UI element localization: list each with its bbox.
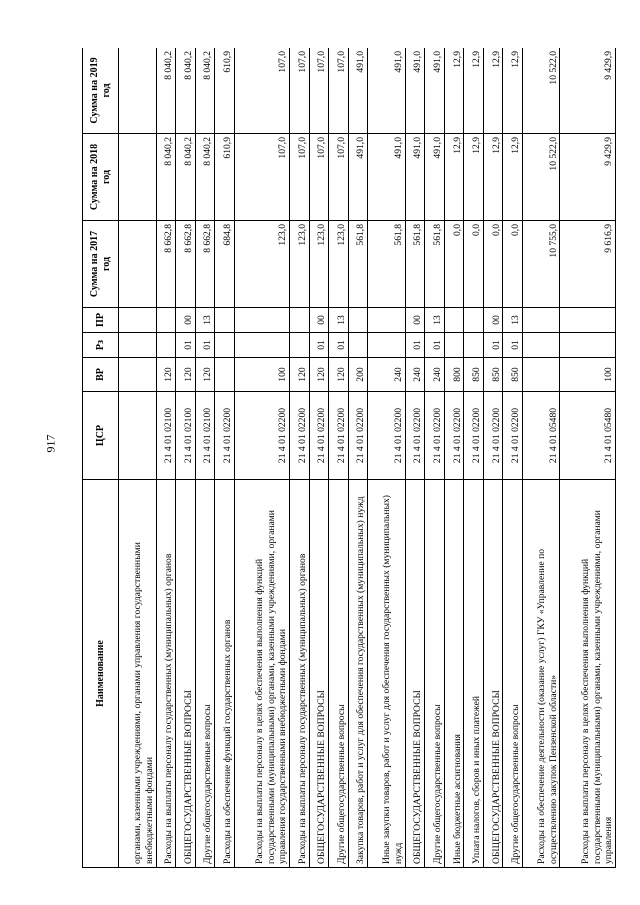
csr-cell: 21 4 01 05480 [560,392,616,480]
amount-2017-cell: 8 662,8 [195,221,215,308]
amount-2019-cell: 10 522,0 [522,48,560,134]
vr-cell: 120 [290,358,310,392]
vr-cell: 850 [483,358,503,392]
pr-cell: 00 [309,308,329,333]
pr-cell [215,308,235,333]
amount-2018-cell: 8 040,2 [176,134,196,221]
name-cell: ОБЩЕГОСУДАРСТВЕННЫЕ ВОПРОСЫ [483,480,503,868]
pr-cell [368,308,406,333]
vr-cell: 120 [329,358,349,392]
pr-cell [464,308,484,333]
vr-cell [522,358,560,392]
amount-2018-cell: 491,0 [425,134,445,221]
amount-2018-cell: 9 429,9 [560,134,616,221]
amount-2019-cell: 107,0 [329,48,349,134]
amount-2019-cell: 610,9 [215,48,235,134]
vr-cell: 120 [176,358,196,392]
rz-cell [444,333,464,358]
csr-cell: 21 4 01 02100 [195,392,215,480]
header-row [83,48,119,868]
pr-cell: 00 [176,308,196,333]
amount-2017-cell: 0,0 [483,221,503,308]
table-row [425,48,445,868]
header-csr: ЦСР [83,392,119,480]
name-cell: Иные бюджетные ассигнования [444,480,464,868]
rotated-content [82,48,616,868]
pr-cell: 13 [425,308,445,333]
csr-cell: 21 4 01 02200 [348,392,368,480]
amount-2018-cell: 12,9 [503,134,523,221]
amount-2018-cell: 107,0 [234,134,290,221]
amount-2017-cell [119,221,157,308]
csr-cell: 21 4 01 02200 [309,392,329,480]
header-pr: ПР [83,308,119,333]
amount-2019-cell: 107,0 [234,48,290,134]
table-row [176,48,196,868]
amount-2018-cell: 491,0 [348,134,368,221]
header-2018: Сумма на 2018 год [83,134,119,221]
header-name: Наименование [83,480,119,868]
rz-cell [522,333,560,358]
rz-cell: 01 [195,333,215,358]
vr-cell: 850 [464,358,484,392]
csr-cell: 21 4 01 02200 [368,392,406,480]
name-cell: Закупка товаров, работ и услуг для обеспечения государственных (муниципальных) нужд [348,480,368,868]
rz-cell: 01 [329,333,349,358]
table-row [560,48,616,868]
name-cell: Расходы на выплаты персоналу в целях обеспечения выполнения функций государственными (муниципальными) органами, казенными учреждениями, органами управления [560,480,616,868]
amount-2018-cell: 12,9 [444,134,464,221]
table-row [464,48,484,868]
vr-cell: 100 [560,358,616,392]
table-row [444,48,464,868]
rz-cell [156,333,176,358]
rz-cell: 01 [176,333,196,358]
amount-2018-cell: 8 040,2 [156,134,176,221]
vr-cell: 120 [156,358,176,392]
amount-2017-cell: 561,8 [348,221,368,308]
pr-cell: 00 [483,308,503,333]
rz-cell [464,333,484,358]
amount-2017-cell: 8 662,8 [156,221,176,308]
amount-2017-cell: 0,0 [503,221,523,308]
amount-2017-cell: 9 616,9 [560,221,616,308]
pr-cell [290,308,310,333]
csr-cell: 21 4 01 02200 [215,392,235,480]
rz-cell [215,333,235,358]
table-row [405,48,425,868]
amount-2018-cell: 12,9 [483,134,503,221]
amount-2019-cell: 107,0 [309,48,329,134]
amount-2019-cell: 107,0 [290,48,310,134]
table-row [368,48,406,868]
amount-2018-cell: 8 040,2 [195,134,215,221]
vr-cell: 120 [195,358,215,392]
vr-cell: 240 [368,358,406,392]
vr-cell: 200 [348,358,368,392]
amount-2019-cell: 491,0 [405,48,425,134]
amount-2019-cell: 12,9 [464,48,484,134]
table-row [156,48,176,868]
vr-cell [215,358,235,392]
pr-cell: 13 [329,308,349,333]
name-cell: ОБЩЕГОСУДАРСТВЕННЫЕ ВОПРОСЫ [309,480,329,868]
csr-cell: 21 4 01 02200 [444,392,464,480]
table-row [234,48,290,868]
amount-2019-cell: 8 040,2 [195,48,215,134]
amount-2018-cell: 610,9 [215,134,235,221]
csr-cell: 21 4 01 02200 [405,392,425,480]
amount-2019-cell: 12,9 [483,48,503,134]
name-cell: Расходы на выплаты персоналу государственных (муниципальных) органов [156,480,176,868]
vr-cell: 800 [444,358,464,392]
table-row [195,48,215,868]
amount-2019-cell: 491,0 [348,48,368,134]
name-cell: органами, казенными учреждениями, органами управления государственными внебюджетными фондами [119,480,157,868]
name-cell: Расходы на выплаты персоналу государственных (муниципальных) органов [290,480,310,868]
amount-2018-cell: 107,0 [309,134,329,221]
pr-cell: 00 [405,308,425,333]
table-row [348,48,368,868]
name-cell: Расходы на выплаты персоналу в целях обеспечения выполнения функций государственными (муниципальными) органами, казенными учреждениями, органами управления государственными внебюджетными фондами [234,480,290,868]
amount-2017-cell: 0,0 [464,221,484,308]
amount-2017-cell: 684,8 [215,221,235,308]
amount-2017-cell: 123,0 [309,221,329,308]
table-row [329,48,349,868]
header-2017: Сумма на 2017 год [83,221,119,308]
rz-cell: 01 [405,333,425,358]
header-vr: ВР [83,358,119,392]
amount-2019-cell [119,48,157,134]
table-body [119,48,616,868]
rz-cell: 01 [425,333,445,358]
amount-2019-cell: 8 040,2 [176,48,196,134]
csr-cell: 21 4 01 02100 [156,392,176,480]
amount-2017-cell: 0,0 [444,221,464,308]
table-frame [82,48,616,868]
vr-cell: 850 [503,358,523,392]
amount-2018-cell: 491,0 [368,134,406,221]
page-number: 917 [43,434,58,453]
table-row [522,48,560,868]
amount-2017-cell: 8 662,8 [176,221,196,308]
csr-cell: 21 4 01 05480 [522,392,560,480]
pr-cell [560,308,616,333]
rz-cell [119,333,157,358]
amount-2017-cell: 561,8 [368,221,406,308]
name-cell: Уплата налогов, сборов и иных платежей [464,480,484,868]
name-cell: Расходы на обеспечение деятельности (оказание услуг) ГКУ «Управление по осуществлению закупок Пензенской области» [522,480,560,868]
name-cell: Иные закупки товаров, работ и услуг для обеспечения государственных (муниципальных) нужд [368,480,406,868]
rz-cell: 01 [483,333,503,358]
amount-2019-cell: 491,0 [425,48,445,134]
rz-cell [560,333,616,358]
rz-cell [234,333,290,358]
vr-cell: 100 [234,358,290,392]
csr-cell: 21 4 01 02200 [290,392,310,480]
table-row [290,48,310,868]
pr-cell [119,308,157,333]
pr-cell [444,308,464,333]
amount-2017-cell: 10 755,0 [522,221,560,308]
name-cell: ОБЩЕГОСУДАРСТВЕННЫЕ ВОПРОСЫ [176,480,196,868]
vr-cell [119,358,157,392]
amount-2018-cell: 12,9 [464,134,484,221]
amount-2019-cell: 491,0 [368,48,406,134]
budget-table [82,48,616,868]
amount-2017-cell: 123,0 [234,221,290,308]
csr-cell: 21 4 01 02200 [503,392,523,480]
amount-2019-cell: 8 040,2 [156,48,176,134]
rz-cell: 01 [309,333,329,358]
csr-cell [119,392,157,480]
amount-2017-cell: 123,0 [329,221,349,308]
table-row [503,48,523,868]
amount-2018-cell: 491,0 [405,134,425,221]
name-cell: Расходы на обеспечение функций государственных органов [215,480,235,868]
table-row [483,48,503,868]
rz-cell [348,333,368,358]
vr-cell: 120 [309,358,329,392]
rz-cell [290,333,310,358]
csr-cell: 21 4 01 02200 [329,392,349,480]
pr-cell [156,308,176,333]
amount-2017-cell: 561,8 [405,221,425,308]
amount-2018-cell: 107,0 [290,134,310,221]
name-cell: Другие общегосударственные вопросы [503,480,523,868]
pr-cell [234,308,290,333]
name-cell: Другие общегосударственные вопросы [195,480,215,868]
amount-2017-cell: 123,0 [290,221,310,308]
pr-cell: 13 [503,308,523,333]
csr-cell: 21 4 01 02200 [483,392,503,480]
pr-cell [348,308,368,333]
pr-cell: 13 [195,308,215,333]
header-rz: Рз [83,333,119,358]
amount-2017-cell: 561,8 [425,221,445,308]
csr-cell: 21 4 01 02200 [464,392,484,480]
csr-cell: 21 4 01 02200 [425,392,445,480]
table-row [215,48,235,868]
vr-cell: 240 [405,358,425,392]
name-cell: Другие общегосударственные вопросы [425,480,445,868]
vr-cell: 240 [425,358,445,392]
table-row [119,48,157,868]
pr-cell [522,308,560,333]
rz-cell: 01 [503,333,523,358]
table-row [309,48,329,868]
amount-2018-cell: 107,0 [329,134,349,221]
name-cell: Другие общегосударственные вопросы [329,480,349,868]
rz-cell [368,333,406,358]
header-2019: Сумма на 2019 год [83,48,119,134]
amount-2019-cell: 9 429,9 [560,48,616,134]
amount-2018-cell [119,134,157,221]
amount-2019-cell: 12,9 [503,48,523,134]
amount-2018-cell: 10 522,0 [522,134,560,221]
csr-cell: 21 4 01 02100 [176,392,196,480]
amount-2019-cell: 12,9 [444,48,464,134]
name-cell: ОБЩЕГОСУДАРСТВЕННЫЕ ВОПРОСЫ [405,480,425,868]
csr-cell: 21 4 01 02200 [234,392,290,480]
